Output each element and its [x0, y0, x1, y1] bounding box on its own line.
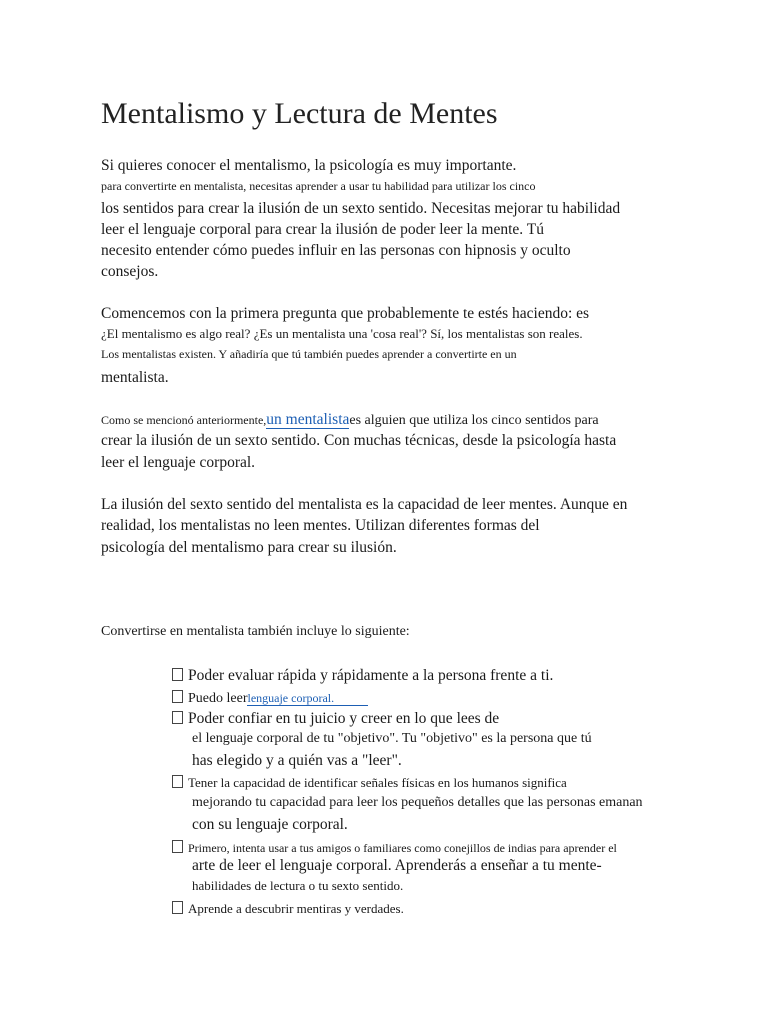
- checkbox-icon: [172, 690, 183, 703]
- paragraph-1-line-1: Si quieres conocer el mentalismo, la psicología es muy importante.: [101, 157, 517, 174]
- checkbox-icon: [172, 711, 183, 724]
- lenguaje-corporal-link-label: lenguaje corporal: [247, 691, 332, 705]
- paragraph-3-lead: Como se mencionó anteriormente,: [101, 413, 267, 427]
- paragraph-1-line-5: necesito entender cómo puedes influir en las personas con hipnosis y oculto: [101, 242, 571, 259]
- paragraph-2-line-2: ¿El mentalismo es algo real? ¿Es un mentalista una 'cosa real'? Sí, los mentalistas son reales.: [101, 326, 583, 341]
- list-item-1-text: Poder evaluar rápida y rápidamente a la persona frente a ti.: [188, 667, 554, 684]
- lenguaje-corporal-link[interactable]: [247, 691, 368, 706]
- paragraph-1-line-2: para convertirte en mentalista, necesitas aprender a usar tu habilidad para utilizar los cinco: [101, 179, 536, 193]
- list-intro: Convertirse en mentalista también incluye lo siguiente:: [101, 624, 410, 639]
- list-item-4-line-2: mejorando tu capacidad para leer los pequeños detalles que las personas emanan: [192, 795, 643, 810]
- paragraph-3-continuation: es alguien que utiliza los cinco sentidos para: [349, 413, 599, 428]
- list-item-3-text: Poder confiar en tu juicio y creer en lo que lees de: [188, 710, 500, 727]
- list-item-5-line-2: arte de leer el lenguaje corporal. Aprenderás a enseñar a tu mente-: [192, 857, 602, 874]
- list-item-4-line-3: con su lenguaje corporal.: [192, 816, 348, 833]
- list-item-5-text: Primero, intenta usar a tus amigos o familiares como conejillos de indias para aprender el: [188, 841, 617, 855]
- paragraph-2-line-4: mentalista.: [101, 369, 169, 386]
- paragraph-1-line-6: consejos.: [101, 263, 159, 280]
- mentalista-link[interactable]: un mentalista: [266, 411, 350, 428]
- paragraph-4-line-3: psicología del mentalismo para crear su ilusión.: [101, 539, 397, 556]
- checkbox-icon: [172, 840, 183, 853]
- checkbox-icon: [172, 668, 183, 681]
- paragraph-2-line-3: Los mentalistas existen. Y añadiría que tú también puedes aprender a convertirte en un: [101, 347, 517, 361]
- paragraph-3-line-3: leer el lenguaje corporal.: [101, 454, 256, 471]
- checkbox-icon: [172, 775, 183, 788]
- list-item-2: [172, 690, 368, 706]
- list-item-2-text: Puedo leer: [188, 691, 248, 706]
- paragraph-1-line-4: leer el lenguaje corporal para crear la ilusión de poder leer la mente. Tú: [101, 221, 544, 238]
- paragraph-3-line-1: [101, 412, 599, 428]
- list-item-1: [172, 668, 553, 684]
- paragraph-1-line-3: los sentidos para crear la ilusión de un sexto sentido. Necesitas mejorar tu habilidad: [101, 200, 621, 217]
- list-item-3-line-3: has elegido y a quién vas a "leer".: [192, 752, 402, 769]
- list-item-6: [172, 901, 404, 915]
- paragraph-2-line-1: Comencemos con la primera pregunta que probablemente te estés haciendo: es: [101, 305, 590, 322]
- list-item-4: [172, 775, 567, 789]
- paragraph-3-line-2: crear la ilusión de un sexto sentido. Con muchas técnicas, desde la psicología hasta: [101, 432, 617, 449]
- checkbox-icon: [172, 901, 183, 914]
- paragraph-4-line-1: La ilusión del sexto sentido del mentalista es la capacidad de leer mentes. Aunque en: [101, 496, 628, 513]
- list-item-5-line-3: habilidades de lectura o tu sexto sentido.: [192, 878, 404, 893]
- list-item-3: [172, 711, 499, 727]
- paragraph-4-line-2: realidad, los mentalistas no leen mentes. Utilizan diferentes formas del: [101, 517, 540, 534]
- list-item-4-text: Tener la capacidad de identificar señales físicas en los humanos significa: [188, 775, 567, 790]
- lenguaje-corporal-link-period: .: [331, 691, 335, 705]
- list-item-6-text: Aprende a descubrir mentiras y verdades.: [188, 901, 404, 916]
- document-title: Mentalismo y Lectura de Mentes: [101, 97, 498, 130]
- list-item-5: [172, 840, 617, 854]
- list-item-3-line-2: el lenguaje corporal de tu "objetivo". Tu "objetivo" es la persona que tú: [192, 731, 592, 746]
